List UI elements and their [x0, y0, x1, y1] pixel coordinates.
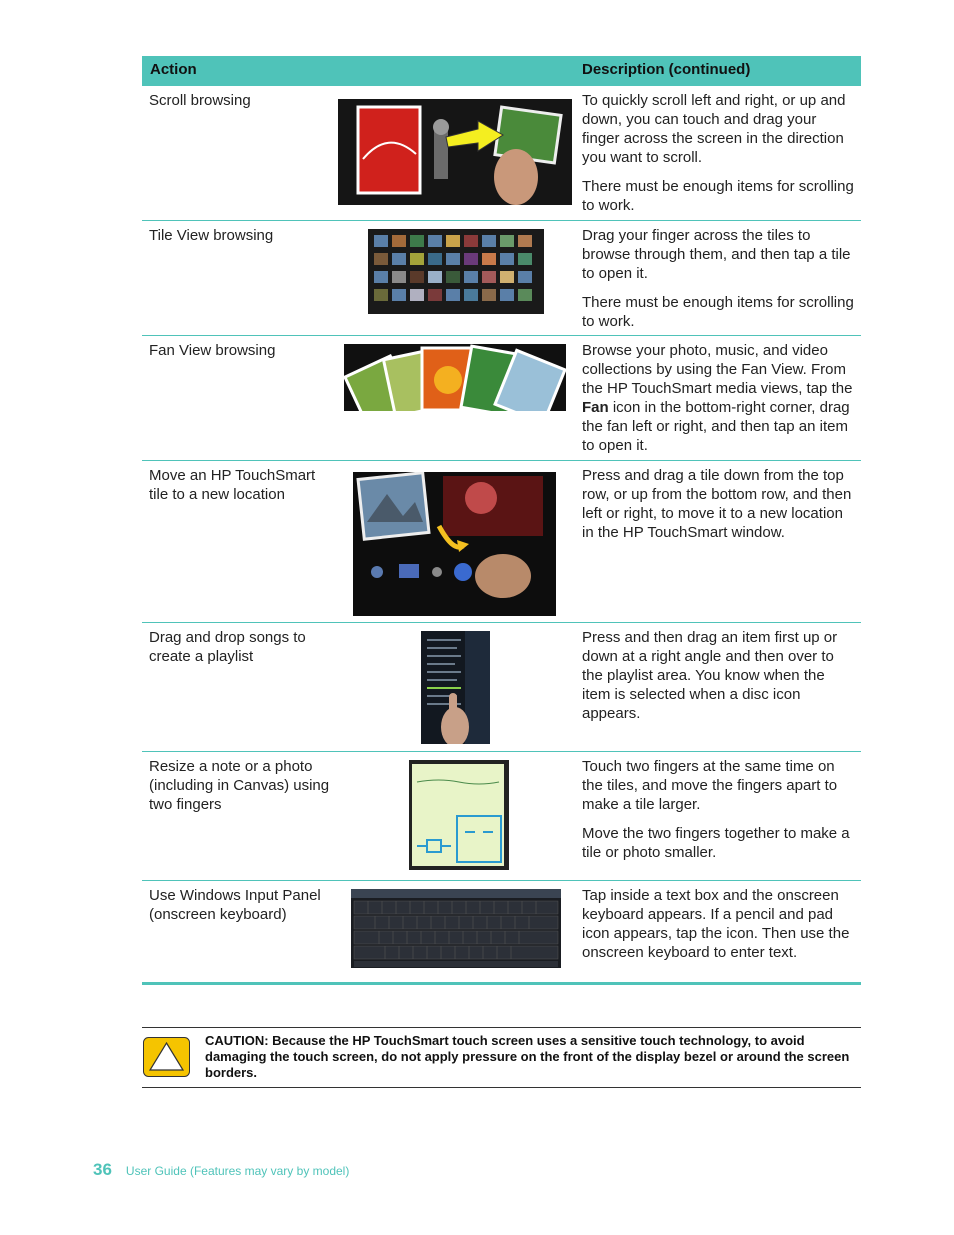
caution-text: CAUTION: Because the HP TouchSmart touch screen uses a sensitive touch technology, to avoid damaging the touch screen, do not apply pressure on the front of the display bezel or around the screen borders. — [205, 1033, 850, 1080]
description-paragraph: Touch two fingers at the same time on the tiles, and move the fingers apart to make a tile larger. — [582, 758, 838, 813]
onscreen-keyboard-screenshot — [351, 889, 561, 968]
action-description — [582, 226, 857, 341]
action-label: Tile View browsing — [149, 227, 274, 244]
table-row — [142, 752, 861, 881]
description-paragraph: To quickly scroll left and right, or up and down, you can touch and drag your finger across the screen in the direction you want to scroll. — [582, 92, 846, 166]
description-paragraph — [582, 341, 857, 455]
table-row — [142, 623, 861, 752]
action-description — [582, 886, 857, 972]
action-description — [582, 341, 857, 465]
description-paragraph: Move the two fingers together to make a tile or photo smaller. — [582, 825, 850, 861]
action-description — [582, 757, 857, 872]
description-paragraph: Press and drag a tile down from the top row, or up from the bottom row, and then left or right, to move it to a new location in the HP TouchSmart window. — [582, 467, 852, 541]
description-text: icon in the bottom-right corner, drag the fan left or right, and then tap an item to open it. — [582, 399, 850, 454]
tile-view-screenshot — [368, 229, 544, 314]
description-paragraph: There must be enough items for scrolling to work. — [582, 178, 854, 214]
description-paragraph: Press and then drag an item first up or down at a right angle and then over to the playlist area. You know when the item is selected when a disc icon appears. — [582, 629, 838, 722]
description-paragraph: There must be enough items for scrolling to work. — [582, 294, 854, 330]
table-row — [142, 221, 861, 336]
header-description: Description (continued) — [582, 61, 751, 78]
action-description — [582, 628, 857, 733]
action-description — [582, 91, 857, 225]
action-label: Resize a note or a photo (including in Canvas) using two fingers — [149, 758, 330, 813]
caution-warning-icon — [143, 1037, 190, 1077]
footer-title: User Guide (Features may vary by model) — [125, 1164, 350, 1178]
description-paragraph: Tap inside a text box and the onscreen keyboard appears. If a pencil and pad icon appears, tap the icon. Then use the onscreen keyboard to enter text. — [582, 887, 850, 961]
table-row — [142, 86, 861, 221]
page-footer — [93, 1160, 349, 1180]
action-label: Scroll browsing — [149, 92, 251, 109]
action-description — [582, 466, 857, 552]
table-row — [142, 881, 861, 985]
move-tile-screenshot — [353, 472, 556, 616]
table-row — [142, 461, 861, 623]
playlist-screenshot — [421, 631, 490, 744]
resize-note-screenshot — [409, 760, 509, 870]
action-description-table — [142, 56, 861, 985]
table-header — [142, 56, 861, 86]
caution-box — [142, 1027, 861, 1088]
action-label: Drag and drop songs to create a playlist — [149, 629, 306, 665]
fan-view-screenshot — [344, 344, 566, 411]
fan-icon-name: Fan — [582, 399, 609, 416]
action-label: Fan View browsing — [149, 342, 276, 359]
table-row — [142, 336, 861, 461]
description-paragraph: Drag your finger across the tiles to browse through them, and then tap a tile to open it. — [582, 227, 851, 282]
scroll-browsing-screenshot — [338, 99, 572, 205]
header-action: Action — [150, 61, 197, 78]
page-number: 36 — [93, 1160, 112, 1179]
action-label: Move an HP TouchSmart tile to a new location — [149, 467, 316, 503]
action-label: Use Windows Input Panel (onscreen keyboard) — [149, 887, 321, 923]
description-text: Browse your photo, music, and video collections by using the Fan View. From the HP TouchSmart media views, tap the — [582, 342, 853, 397]
